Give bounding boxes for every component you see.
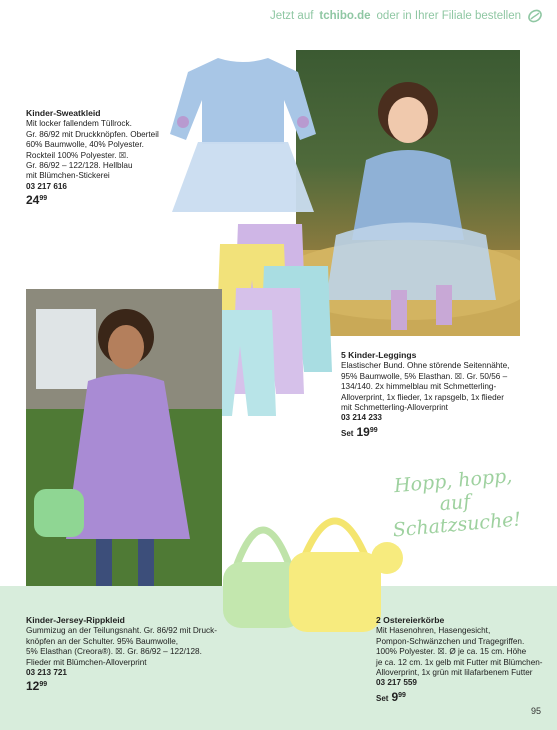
product-desc-line: Gummizug an der Teilungsnaht. Gr. 86/92 mit Druck- xyxy=(26,626,217,636)
product-sweatkleid xyxy=(26,108,166,206)
article-number: 03 217 559 xyxy=(376,678,417,688)
price xyxy=(26,679,231,694)
price-cents: 99 xyxy=(39,195,48,203)
price-main: 9 xyxy=(391,689,399,704)
price-cents: 99 xyxy=(369,426,378,434)
product-image-leggings xyxy=(206,220,336,418)
product-name: 5 Kinder-Leggings xyxy=(341,350,417,360)
script-headline xyxy=(377,464,532,543)
page-number: 95 xyxy=(530,706,541,716)
script-headline-line1: Hopp, hopp, auf xyxy=(393,464,514,516)
header-bar xyxy=(270,8,543,24)
price-prefix: Set xyxy=(341,428,354,438)
product-desc-line: Pompon-Schwänzchen und Tragegriffen. xyxy=(376,636,525,646)
price-main: 19 xyxy=(356,424,370,439)
product-desc-line: Gr. 86/92 mit Druckknöpfen. Oberteil xyxy=(26,129,159,139)
product-leggings xyxy=(341,350,541,439)
product-desc-line: Mit locker fallendem Tüllrock. xyxy=(26,119,132,129)
price-cents: 99 xyxy=(39,681,48,689)
price xyxy=(341,424,541,439)
product-name: Kinder-Jersey-Rippkleid xyxy=(26,615,125,625)
product-desc-line: Rockteil 100% Polyester. ☒. xyxy=(26,150,129,160)
product-jersey-rippkleid xyxy=(26,615,231,692)
product-desc-line: Elastischer Bund. Ohne störende Seitennähte, xyxy=(341,361,510,371)
product-desc-line: knöpfen an der Schulter. 95% Baumwolle, xyxy=(26,636,179,646)
header-prefix: Jetzt auf xyxy=(269,10,314,22)
tchibo-bean-icon xyxy=(527,8,543,24)
product-desc-line: mit Schmetterling-Alloverprint xyxy=(341,403,448,413)
product-image-sweatkleid xyxy=(168,52,318,217)
price-cents: 99 xyxy=(398,691,406,699)
product-desc-line: Gr. 86/92 – 122/128. Hellblau xyxy=(26,161,133,171)
product-name: Kinder-Sweatkleid xyxy=(26,108,101,118)
article-number: 03 214 233 xyxy=(341,413,382,423)
price xyxy=(376,689,548,704)
product-desc-line: mit Blümchen-Stickerei xyxy=(26,171,110,181)
price-main: 12 xyxy=(26,679,40,694)
product-desc-line: je ca. 12 cm. 1x gelb mit Futter mit Blümchen- xyxy=(376,657,543,667)
price-main: 24 xyxy=(26,193,40,208)
header-suffix: oder in Ihrer Filiale bestellen xyxy=(376,10,521,22)
product-desc-line: 60% Baumwolle, 40% Polyester. xyxy=(26,140,144,150)
product-desc-line: Mit Hasenohren, Hasengesicht, xyxy=(376,626,491,636)
product-ostereierkoerbe xyxy=(376,615,548,704)
product-desc-line: Alloverprint, 1x flieder, 1x rapsgelb, 1x flieder xyxy=(341,392,504,402)
header-site-link[interactable]: tchibo.de xyxy=(319,10,371,22)
product-desc-line: 134/140. 2x himmelblau mit Schmetterling- xyxy=(341,382,497,392)
product-desc-line: 95% Baumwolle, 5% Elasthan. ☒. Gr. 50/56 – xyxy=(341,371,508,381)
article-number: 03 213 721 xyxy=(26,668,67,678)
product-desc-line: 5% Elasthan (Creora®). ☒. Gr. 86/92 – 122/128. xyxy=(26,647,202,657)
photo-girl-floral-dress xyxy=(26,289,222,600)
article-number: 03 217 616 xyxy=(26,181,67,191)
product-desc-line: Alloverprint, 1x grün mit lilafarbenem Futter xyxy=(376,668,533,678)
script-headline-line2: Schatzsuche! xyxy=(391,508,522,542)
price-prefix: Set xyxy=(376,693,389,703)
product-desc-line: 100% Polyester. ☒. Ø je ca. 15 cm. Höhe xyxy=(376,647,527,657)
product-desc-line: Flieder mit Blümchen-Alloverprint xyxy=(26,657,147,667)
price xyxy=(26,193,166,208)
product-name: 2 Ostereierkörbe xyxy=(376,615,445,625)
